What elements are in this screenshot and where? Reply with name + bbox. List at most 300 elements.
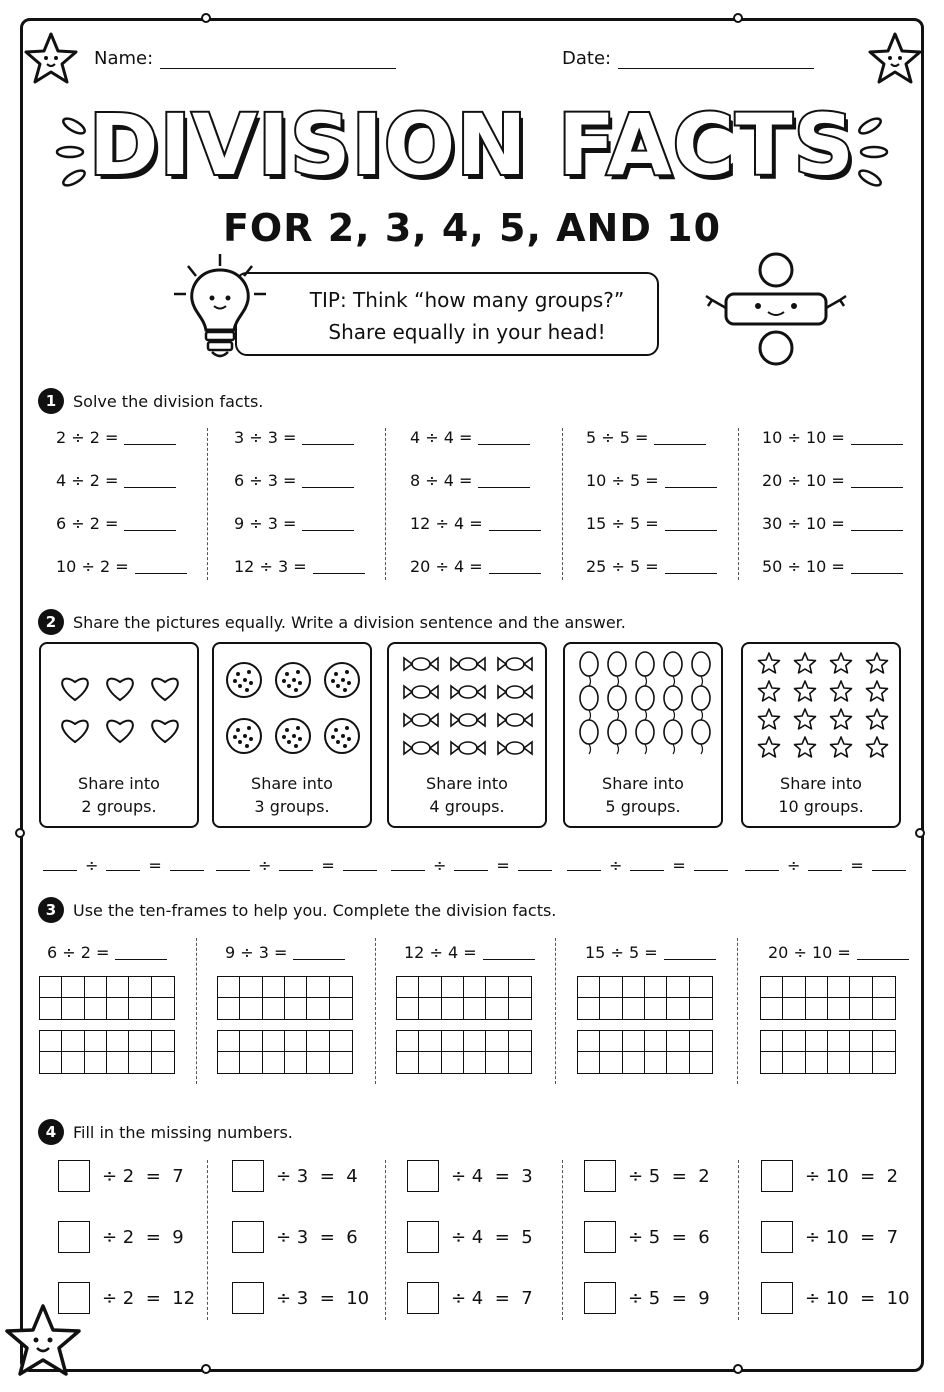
ten-frame <box>39 976 175 1020</box>
ten-frame-cell[interactable] <box>85 1031 107 1052</box>
division-fact <box>56 514 176 533</box>
missing-number-box[interactable] <box>58 1160 90 1192</box>
ten-frame-cell[interactable] <box>873 1052 895 1073</box>
division-fact <box>768 943 909 962</box>
ten-frame-cell[interactable] <box>873 977 895 998</box>
division-fact <box>762 557 903 576</box>
missing-number-box[interactable] <box>407 1160 439 1192</box>
equals-sign: = <box>321 856 335 875</box>
ten-frame-cell[interactable] <box>397 1031 419 1052</box>
fact-text: 3 ÷ 3 = <box>234 428 297 447</box>
quotient-blank[interactable] <box>170 870 204 871</box>
division-fact <box>234 471 354 490</box>
missing-number-box[interactable] <box>584 1160 616 1192</box>
dividend-blank[interactable] <box>745 870 779 871</box>
fact-text: 30 ÷ 10 = <box>762 514 845 533</box>
picture-card <box>741 642 901 828</box>
ten-frame-cell[interactable] <box>578 1031 600 1052</box>
ten-frame-cell[interactable] <box>667 998 689 1019</box>
ten-frame-cell[interactable] <box>509 1052 531 1073</box>
answer-blank[interactable] <box>665 530 717 531</box>
fact-text: 50 ÷ 10 = <box>762 557 845 576</box>
equation-text: ÷ 5 = 2 <box>628 1165 710 1187</box>
tip-box <box>235 272 659 356</box>
ten-frame-cell[interactable] <box>690 977 712 998</box>
division-fact <box>586 557 717 576</box>
dividend-blank[interactable] <box>567 870 601 871</box>
divide-sign: ÷ <box>258 856 272 875</box>
ten-frame-cell[interactable] <box>578 977 600 998</box>
ten-frame-cell[interactable] <box>330 977 352 998</box>
division-fact <box>56 428 176 447</box>
card-caption-line-2: 10 groups. <box>778 797 864 816</box>
division-fact <box>410 514 541 533</box>
ten-frame-cell[interactable] <box>285 977 307 998</box>
answer-blank[interactable] <box>313 573 365 574</box>
answer-blank[interactable] <box>489 573 541 574</box>
missing-number-box[interactable] <box>407 1221 439 1253</box>
divisor-blank[interactable] <box>279 870 313 871</box>
equation-text: ÷ 4 = 7 <box>451 1287 533 1309</box>
fact-text: 9 ÷ 3 = <box>225 943 288 962</box>
section-instruction: Share the pictures equally. Write a division sentence and the answer. <box>73 612 626 632</box>
divide-sign: ÷ <box>85 856 99 875</box>
picture-card <box>563 642 723 828</box>
answer-blank[interactable] <box>489 530 541 531</box>
card-caption-line-2: 3 groups. <box>254 797 330 816</box>
missing-number-box[interactable] <box>761 1160 793 1192</box>
ten-frame-cell[interactable] <box>761 998 783 1019</box>
division-fact <box>234 557 365 576</box>
ten-frame-cell[interactable] <box>464 977 486 998</box>
missing-number-row <box>761 1160 898 1192</box>
card-caption-line-1: Share into <box>78 774 160 793</box>
answer-blank[interactable] <box>654 444 706 445</box>
fact-text: 2 ÷ 2 = <box>56 428 119 447</box>
ten-frame-cell[interactable] <box>218 1031 240 1052</box>
fact-text: 20 ÷ 10 = <box>762 471 845 490</box>
missing-number-row <box>761 1221 898 1253</box>
division-sentence <box>745 856 906 875</box>
page-subtitle: FOR 2, 3, 4, 5, AND 10 <box>222 206 722 250</box>
ten-frame-cell[interactable] <box>600 977 622 998</box>
dividend-blank[interactable] <box>391 870 425 871</box>
card-caption-line-2: 5 groups. <box>605 797 681 816</box>
ten-frame-cell[interactable] <box>667 977 689 998</box>
ten-frame-cell[interactable] <box>330 1031 352 1052</box>
ten-frame-cell[interactable] <box>623 1031 645 1052</box>
fact-text: 20 ÷ 10 = <box>768 943 851 962</box>
ten-frame-cell[interactable] <box>828 1052 850 1073</box>
ten-frame-cell[interactable] <box>330 1052 352 1073</box>
ten-frame-cell[interactable] <box>152 1052 174 1073</box>
ten-frame-cell[interactable] <box>397 1052 419 1073</box>
answer-blank[interactable] <box>478 487 530 488</box>
ten-frame-cell[interactable] <box>307 1031 329 1052</box>
ten-frame-cell[interactable] <box>600 1052 622 1073</box>
ten-frame-cell[interactable] <box>419 1031 441 1052</box>
ten-frame-cell[interactable] <box>509 998 531 1019</box>
column-divider <box>738 428 739 580</box>
ten-frame-cell[interactable] <box>263 998 285 1019</box>
border-dot <box>201 1364 211 1374</box>
ten-frame-cell[interactable] <box>873 998 895 1019</box>
column-divider <box>562 428 563 580</box>
missing-number-box[interactable] <box>58 1282 90 1314</box>
divide-sign: ÷ <box>433 856 447 875</box>
ten-frame-cell[interactable] <box>578 998 600 1019</box>
ten-frame-cell[interactable] <box>850 1052 872 1073</box>
fact-text: 6 ÷ 3 = <box>234 471 297 490</box>
answer-blank[interactable] <box>115 959 167 960</box>
cookie-icon <box>214 644 370 768</box>
division-fact <box>404 943 535 962</box>
ten-frame-cell[interactable] <box>783 1052 805 1073</box>
ten-frame-cell[interactable] <box>806 1031 828 1052</box>
missing-number-row <box>584 1221 710 1253</box>
answer-blank[interactable] <box>851 530 903 531</box>
answer-blank[interactable] <box>302 444 354 445</box>
answer-blank[interactable] <box>665 487 717 488</box>
answer-blank[interactable] <box>478 444 530 445</box>
column-divider <box>207 1160 208 1320</box>
ten-frame-cell[interactable] <box>419 998 441 1019</box>
ten-frame-cell[interactable] <box>285 1052 307 1073</box>
answer-blank[interactable] <box>302 487 354 488</box>
missing-number-box[interactable] <box>584 1282 616 1314</box>
missing-number-box[interactable] <box>761 1221 793 1253</box>
ten-frame-cell[interactable] <box>623 998 645 1019</box>
ten-frame-cell[interactable] <box>62 1031 84 1052</box>
answer-blank[interactable] <box>665 573 717 574</box>
card-caption-line-1: Share into <box>780 774 862 793</box>
division-fact <box>234 514 354 533</box>
fact-text: 10 ÷ 10 = <box>762 428 845 447</box>
ten-frame-cell[interactable] <box>873 1031 895 1052</box>
missing-number-row <box>407 1282 533 1314</box>
ten-frame-cell[interactable] <box>828 1031 850 1052</box>
ten-frame-cell[interactable] <box>307 977 329 998</box>
card-caption <box>41 772 197 818</box>
ten-frame-cell[interactable] <box>761 1031 783 1052</box>
quotient-blank[interactable] <box>518 870 552 871</box>
ten-frame-cell[interactable] <box>806 1052 828 1073</box>
section-2-header <box>38 609 626 635</box>
tip-line-1: TIP: Think “how many groups?” <box>309 288 625 312</box>
missing-number-box[interactable] <box>761 1282 793 1314</box>
ten-frame-cell[interactable] <box>263 1052 285 1073</box>
answer-blank[interactable] <box>124 487 176 488</box>
ten-frame-cell[interactable] <box>330 998 352 1019</box>
ten-frame-cell[interactable] <box>442 977 464 998</box>
fact-text: 6 ÷ 2 = <box>47 943 110 962</box>
ten-frame-cell[interactable] <box>486 998 508 1019</box>
ten-frame-cell[interactable] <box>85 1052 107 1073</box>
division-fact <box>47 943 167 962</box>
ten-frame-cell[interactable] <box>828 977 850 998</box>
ten-frame-cell[interactable] <box>600 1031 622 1052</box>
ten-frame-cell[interactable] <box>783 1031 805 1052</box>
section-3-header <box>38 897 556 923</box>
division-fact <box>762 471 903 490</box>
quotient-blank[interactable] <box>343 870 377 871</box>
fact-text: 12 ÷ 4 = <box>410 514 483 533</box>
ten-frame-cell[interactable] <box>40 998 62 1019</box>
division-sentence <box>43 856 204 875</box>
division-sign-mascot-icon <box>700 252 852 368</box>
card-caption <box>389 772 545 818</box>
ten-frame-cell[interactable] <box>578 1052 600 1073</box>
ten-frame-cell[interactable] <box>285 1031 307 1052</box>
ten-frame-cell[interactable] <box>40 977 62 998</box>
section-1-header <box>38 388 263 414</box>
quotient-blank[interactable] <box>872 870 906 871</box>
missing-number-box[interactable] <box>232 1282 264 1314</box>
ten-frame-cell[interactable] <box>486 1031 508 1052</box>
ten-frame-cell[interactable] <box>690 1031 712 1052</box>
answer-blank[interactable] <box>664 959 716 960</box>
fact-text: 25 ÷ 5 = <box>586 557 659 576</box>
division-fact <box>234 428 354 447</box>
card-caption-line-2: 4 groups. <box>429 797 505 816</box>
ten-frame-cell[interactable] <box>509 977 531 998</box>
lightbulb-icon <box>170 250 270 365</box>
ten-frame-cell[interactable] <box>307 1052 329 1073</box>
name-label: Name: <box>94 48 154 69</box>
equation-text: ÷ 10 = 10 <box>805 1287 910 1309</box>
ten-frame-cell[interactable] <box>783 998 805 1019</box>
missing-number-row <box>58 1160 184 1192</box>
missing-number-box[interactable] <box>232 1221 264 1253</box>
ten-frame-cell[interactable] <box>129 1031 151 1052</box>
equation-text: ÷ 3 = 6 <box>276 1226 358 1248</box>
picture-card <box>212 642 372 828</box>
section-instruction: Solve the division facts. <box>73 391 264 411</box>
missing-number-row <box>232 1221 358 1253</box>
divisor-blank[interactable] <box>630 870 664 871</box>
ten-frame-cell[interactable] <box>761 1052 783 1073</box>
ten-frame-cell[interactable] <box>464 998 486 1019</box>
date-field[interactable] <box>618 68 814 69</box>
column-divider <box>385 428 386 580</box>
answer-blank[interactable] <box>483 959 535 960</box>
division-fact <box>586 471 717 490</box>
equation-text: ÷ 3 = 4 <box>276 1165 358 1187</box>
ten-frame <box>760 976 896 1020</box>
equation-text: ÷ 10 = 7 <box>805 1226 899 1248</box>
divisor-blank[interactable] <box>808 870 842 871</box>
ten-frame-cell[interactable] <box>107 1031 129 1052</box>
ten-frame-cell[interactable] <box>850 1031 872 1052</box>
ten-frame-cell[interactable] <box>218 1052 240 1073</box>
equation-text: ÷ 2 = 7 <box>102 1165 184 1187</box>
dividend-blank[interactable] <box>216 870 250 871</box>
ten-frame-cell[interactable] <box>263 977 285 998</box>
column-divider <box>196 938 197 1084</box>
ten-frame-cell[interactable] <box>62 977 84 998</box>
ten-frame-cell[interactable] <box>645 977 667 998</box>
ten-frame-cell[interactable] <box>645 998 667 1019</box>
ten-frame-cell[interactable] <box>152 998 174 1019</box>
missing-number-row <box>232 1282 369 1314</box>
answer-blank[interactable] <box>124 530 176 531</box>
ten-frame-cell[interactable] <box>218 998 240 1019</box>
ten-frame-cell[interactable] <box>107 998 129 1019</box>
ten-frame-cell[interactable] <box>667 1052 689 1073</box>
section-number: 3 <box>38 897 64 923</box>
ten-frame-cell[interactable] <box>107 977 129 998</box>
card-caption <box>743 772 899 818</box>
ten-frame <box>577 976 713 1020</box>
divisor-blank[interactable] <box>106 870 140 871</box>
missing-number-row <box>761 1282 910 1314</box>
ten-frame-cell[interactable] <box>645 1052 667 1073</box>
division-fact <box>586 428 706 447</box>
card-caption <box>565 772 721 818</box>
ten-frame-cell[interactable] <box>263 1031 285 1052</box>
ten-frame-cell[interactable] <box>850 998 872 1019</box>
ten-frame-cell[interactable] <box>85 998 107 1019</box>
division-fact <box>56 557 187 576</box>
ten-frame-cell[interactable] <box>464 1031 486 1052</box>
candy-icon <box>389 644 545 768</box>
ten-frame-cell[interactable] <box>285 998 307 1019</box>
equation-text: ÷ 5 = 6 <box>628 1226 710 1248</box>
ten-frame-cell[interactable] <box>85 977 107 998</box>
ten-frame-cell[interactable] <box>152 1031 174 1052</box>
ten-frame-cell[interactable] <box>828 998 850 1019</box>
missing-number-box[interactable] <box>584 1221 616 1253</box>
ten-frame-cell[interactable] <box>783 977 805 998</box>
tip-line-2: Share equally in your head! <box>328 320 606 344</box>
equation-text: ÷ 2 = 9 <box>102 1226 184 1248</box>
equation-text: ÷ 5 = 9 <box>628 1287 710 1309</box>
card-caption-line-1: Share into <box>251 774 333 793</box>
answer-blank[interactable] <box>124 444 176 445</box>
fact-text: 12 ÷ 4 = <box>404 943 477 962</box>
star-mascot-icon <box>866 30 924 88</box>
section-instruction: Use the ten-frames to help you. Complete the division facts. <box>73 900 557 920</box>
answer-blank[interactable] <box>851 487 903 488</box>
ten-frame-cell[interactable] <box>623 977 645 998</box>
ten-frame-cell[interactable] <box>442 1052 464 1073</box>
fact-text: 15 ÷ 5 = <box>586 514 659 533</box>
missing-number-box[interactable] <box>58 1221 90 1253</box>
missing-number-row <box>58 1282 195 1314</box>
answer-blank[interactable] <box>302 530 354 531</box>
ten-frame <box>396 1030 532 1074</box>
ten-frame-cell[interactable] <box>307 998 329 1019</box>
fact-text: 9 ÷ 3 = <box>234 514 297 533</box>
ten-frame-cell[interactable] <box>464 1052 486 1073</box>
ten-frame-cell[interactable] <box>623 1052 645 1073</box>
fact-text: 12 ÷ 3 = <box>234 557 307 576</box>
division-fact <box>56 471 176 490</box>
ten-frame-cell[interactable] <box>806 998 828 1019</box>
ten-frame-cell[interactable] <box>152 977 174 998</box>
ten-frame-cell[interactable] <box>442 1031 464 1052</box>
answer-blank[interactable] <box>851 573 903 574</box>
border-dot <box>733 13 743 23</box>
card-caption-line-2: 2 groups. <box>81 797 157 816</box>
ten-frame-cell[interactable] <box>62 998 84 1019</box>
missing-number-row <box>407 1221 533 1253</box>
ten-frame-cell[interactable] <box>40 1031 62 1052</box>
ten-frame-cell[interactable] <box>129 998 151 1019</box>
answer-blank[interactable] <box>851 444 903 445</box>
ten-frame-cell[interactable] <box>62 1052 84 1073</box>
picture-card <box>387 642 547 828</box>
ten-frame-cell[interactable] <box>690 998 712 1019</box>
ten-frame-cell[interactable] <box>240 1052 262 1073</box>
ten-frame-cell[interactable] <box>240 977 262 998</box>
fact-text: 20 ÷ 4 = <box>410 557 483 576</box>
division-fact <box>225 943 345 962</box>
column-divider <box>738 1160 739 1320</box>
ten-frame-cell[interactable] <box>129 977 151 998</box>
missing-number-box[interactable] <box>232 1160 264 1192</box>
page-title: DIVISION FACTS <box>88 96 856 194</box>
ten-frame <box>577 1030 713 1074</box>
division-fact <box>410 471 530 490</box>
ten-frame-cell[interactable] <box>218 977 240 998</box>
answer-blank[interactable] <box>293 959 345 960</box>
fact-text: 10 ÷ 2 = <box>56 557 129 576</box>
ten-frame <box>217 976 353 1020</box>
ten-frame-cell[interactable] <box>397 977 419 998</box>
card-caption <box>214 772 370 818</box>
division-sentence <box>391 856 552 875</box>
answer-blank[interactable] <box>857 959 909 960</box>
ten-frame-cell[interactable] <box>486 1052 508 1073</box>
ten-frame-cell[interactable] <box>419 1052 441 1073</box>
ten-frame-cell[interactable] <box>850 977 872 998</box>
ten-frame-cell[interactable] <box>761 977 783 998</box>
ten-frame-cell[interactable] <box>690 1052 712 1073</box>
ten-frame-cell[interactable] <box>806 977 828 998</box>
divisor-blank[interactable] <box>454 870 488 871</box>
quotient-blank[interactable] <box>694 870 728 871</box>
ten-frame-cell[interactable] <box>486 977 508 998</box>
answer-blank[interactable] <box>135 573 187 574</box>
ten-frame-cell[interactable] <box>442 998 464 1019</box>
ten-frame-cell[interactable] <box>397 998 419 1019</box>
ten-frame-cell[interactable] <box>419 977 441 998</box>
ten-frame-cell[interactable] <box>600 998 622 1019</box>
ten-frame-cell[interactable] <box>509 1031 531 1052</box>
ten-frame-cell[interactable] <box>240 998 262 1019</box>
name-field[interactable] <box>160 68 396 69</box>
ten-frame-cell[interactable] <box>129 1052 151 1073</box>
ten-frame-cell[interactable] <box>645 1031 667 1052</box>
border-dot <box>915 828 925 838</box>
ten-frame-cell[interactable] <box>667 1031 689 1052</box>
column-divider <box>385 1160 386 1320</box>
missing-number-row <box>584 1160 710 1192</box>
equals-sign: = <box>496 856 510 875</box>
dividend-blank[interactable] <box>43 870 77 871</box>
equation-text: ÷ 2 = 12 <box>102 1287 196 1309</box>
missing-number-box[interactable] <box>407 1282 439 1314</box>
sparkle-lines-icon <box>52 112 92 192</box>
border-dot <box>201 13 211 23</box>
ten-frame-cell[interactable] <box>40 1052 62 1073</box>
ten-frame-cell[interactable] <box>240 1031 262 1052</box>
equation-text: ÷ 10 = 2 <box>805 1165 899 1187</box>
ten-frame-cell[interactable] <box>107 1052 129 1073</box>
equation-text: ÷ 3 = 10 <box>276 1287 370 1309</box>
fact-text: 6 ÷ 2 = <box>56 514 119 533</box>
